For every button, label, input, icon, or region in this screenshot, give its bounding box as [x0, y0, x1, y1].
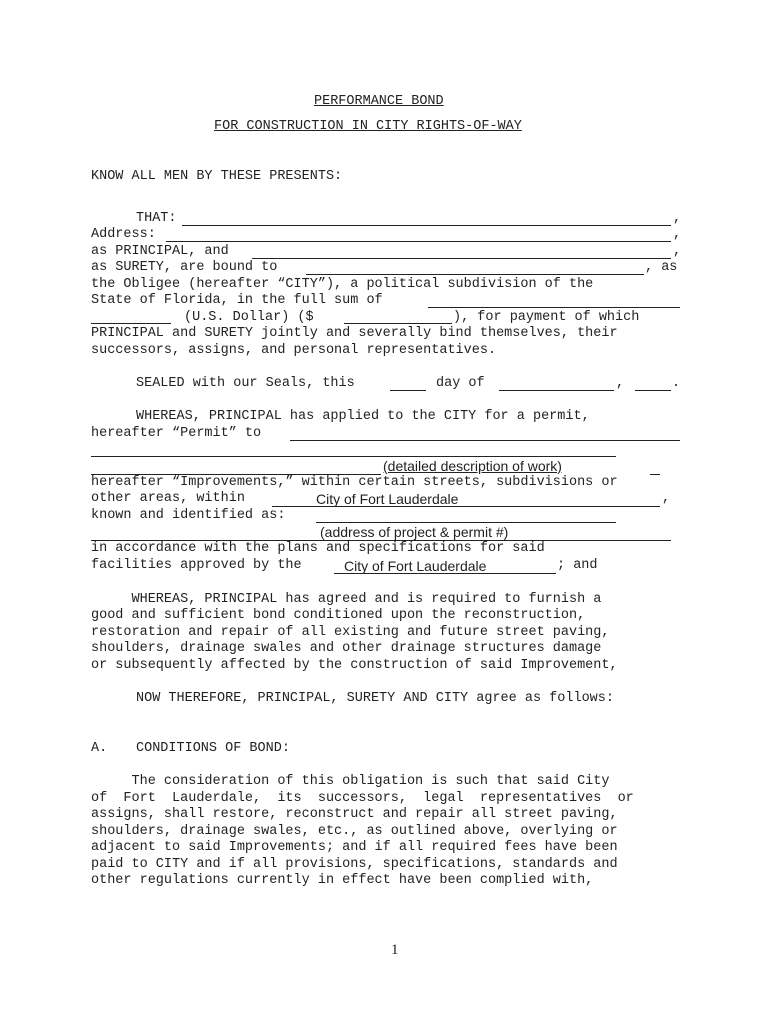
address-blank[interactable] — [166, 241, 671, 242]
address-permit-label: (address of project & permit #) — [320, 524, 509, 540]
known-as-text: known and identified as: — [91, 508, 286, 523]
whereas-bond-line-1: WHEREAS, PRINCIPAL has agreed and is required to furnish a — [91, 592, 602, 607]
consideration-line-5: adjacent to said Improvements; and if all required fees have been — [91, 840, 618, 855]
permit-label: hereafter “Permit” to — [91, 426, 262, 441]
consideration-line-3: assigns, shall restore, reconstruct and repair all street paving, — [91, 807, 618, 822]
obligee-text: the Obligee (hereafter “CITY”), a political subdivision of the — [91, 277, 594, 292]
improvements-text: hereafter “Improvements,” within certain streets, subdivisions or — [91, 475, 618, 490]
line-end-comma: , — [673, 227, 682, 242]
whereas-bond-line-5: or subsequently affected by the construction of said Improvement, — [91, 658, 618, 673]
whereas-bond-line-4: shoulders, drainage swales and other drainage structures damage — [91, 641, 602, 656]
and-text: ; and — [557, 558, 598, 573]
line-end-comma: , — [673, 211, 682, 226]
payment-text: ), for payment of which — [453, 310, 640, 325]
sealed-comma: , — [616, 376, 625, 391]
section-letter: A. — [91, 741, 108, 756]
bind-text: PRINCIPAL and SURETY jointly and severally bind themselves, their — [91, 326, 618, 341]
sum-words-blank-cont[interactable] — [91, 323, 171, 324]
page-number: 1 — [391, 942, 399, 958]
approved-by-text: facilities approved by the — [91, 558, 302, 573]
successors-text: successors, assigns, and personal representatives. — [91, 343, 497, 358]
day-blank[interactable] — [390, 390, 426, 391]
surety-name-blank[interactable] — [252, 258, 671, 259]
surety-line-end: , as — [645, 260, 678, 275]
work-blank-end[interactable] — [650, 474, 660, 475]
city-blank[interactable] — [316, 506, 660, 507]
whereas-permit-text: WHEREAS, PRINCIPAL has applied to the CITY for a permit, — [136, 409, 590, 424]
sealed-period: . — [672, 376, 681, 391]
page-title: PERFORMANCE BOND — [314, 94, 444, 109]
city-comma: , — [662, 491, 671, 506]
plans-text: in accordance with the plans and specifications for said — [91, 541, 545, 556]
full-sum-text: State of Florida, in the full sum of — [91, 293, 383, 308]
permit-blank[interactable] — [290, 440, 680, 441]
work-description-label: (detailed description of work) — [383, 458, 562, 474]
year-blank[interactable] — [635, 390, 671, 391]
whereas-bond-line-2: good and sufficient bond conditioned upon the reconstruction, — [91, 608, 586, 623]
page-subtitle: FOR CONSTRUCTION IN CITY RIGHTS-OF-WAY — [214, 119, 522, 134]
sum-words-blank[interactable] — [428, 307, 680, 308]
principal-name-blank[interactable] — [182, 225, 671, 226]
amount-blank[interactable] — [344, 323, 452, 324]
city-blank-lead[interactable] — [272, 506, 316, 507]
approved-city-blank[interactable] — [334, 573, 556, 574]
line-end-comma: , — [673, 244, 682, 259]
sealed-text: SEALED with our Seals, this — [136, 376, 355, 391]
consideration-line-6: paid to CITY and if all provisions, specifications, standards and — [91, 857, 618, 872]
obligee-blank[interactable] — [306, 274, 644, 275]
other-areas-text: other areas, within — [91, 491, 245, 506]
know-all-heading: KNOW ALL MEN BY THESE PRESENTS: — [91, 169, 343, 184]
consideration-line-1: The consideration of this obligation is such that said City — [91, 774, 610, 789]
city-name: City of Fort Lauderdale — [316, 491, 459, 507]
dollar-label: (U.S. Dollar) ($ — [184, 310, 314, 325]
whereas-bond-line-3: restoration and repair of all existing and future street paving, — [91, 625, 610, 640]
principal-line: as PRINCIPAL, and — [91, 244, 229, 259]
consideration-line-7: other regulations currently in effect have been complied with, — [91, 873, 594, 888]
month-blank[interactable] — [499, 390, 614, 391]
address-label: Address: — [91, 227, 156, 242]
now-therefore-text: NOW THEREFORE, PRINCIPAL, SURETY AND CITY agree as follows: — [136, 691, 614, 706]
consideration-line-4: shoulders, drainage swales, etc., as outlined above, overlying or — [91, 824, 618, 839]
section-heading: CONDITIONS OF BOND: — [136, 741, 290, 756]
address-project-blank[interactable] — [316, 522, 616, 523]
city-name-approved: City of Fort Lauderdale — [344, 558, 487, 574]
surety-line: as SURETY, are bound to — [91, 260, 278, 275]
consideration-line-2: of Fort Lauderdale, its successors, legal representatives or — [91, 791, 634, 806]
permit-blank-2[interactable] — [91, 456, 616, 457]
day-of-text: day of — [436, 376, 485, 391]
that-label: THAT: — [136, 211, 177, 226]
